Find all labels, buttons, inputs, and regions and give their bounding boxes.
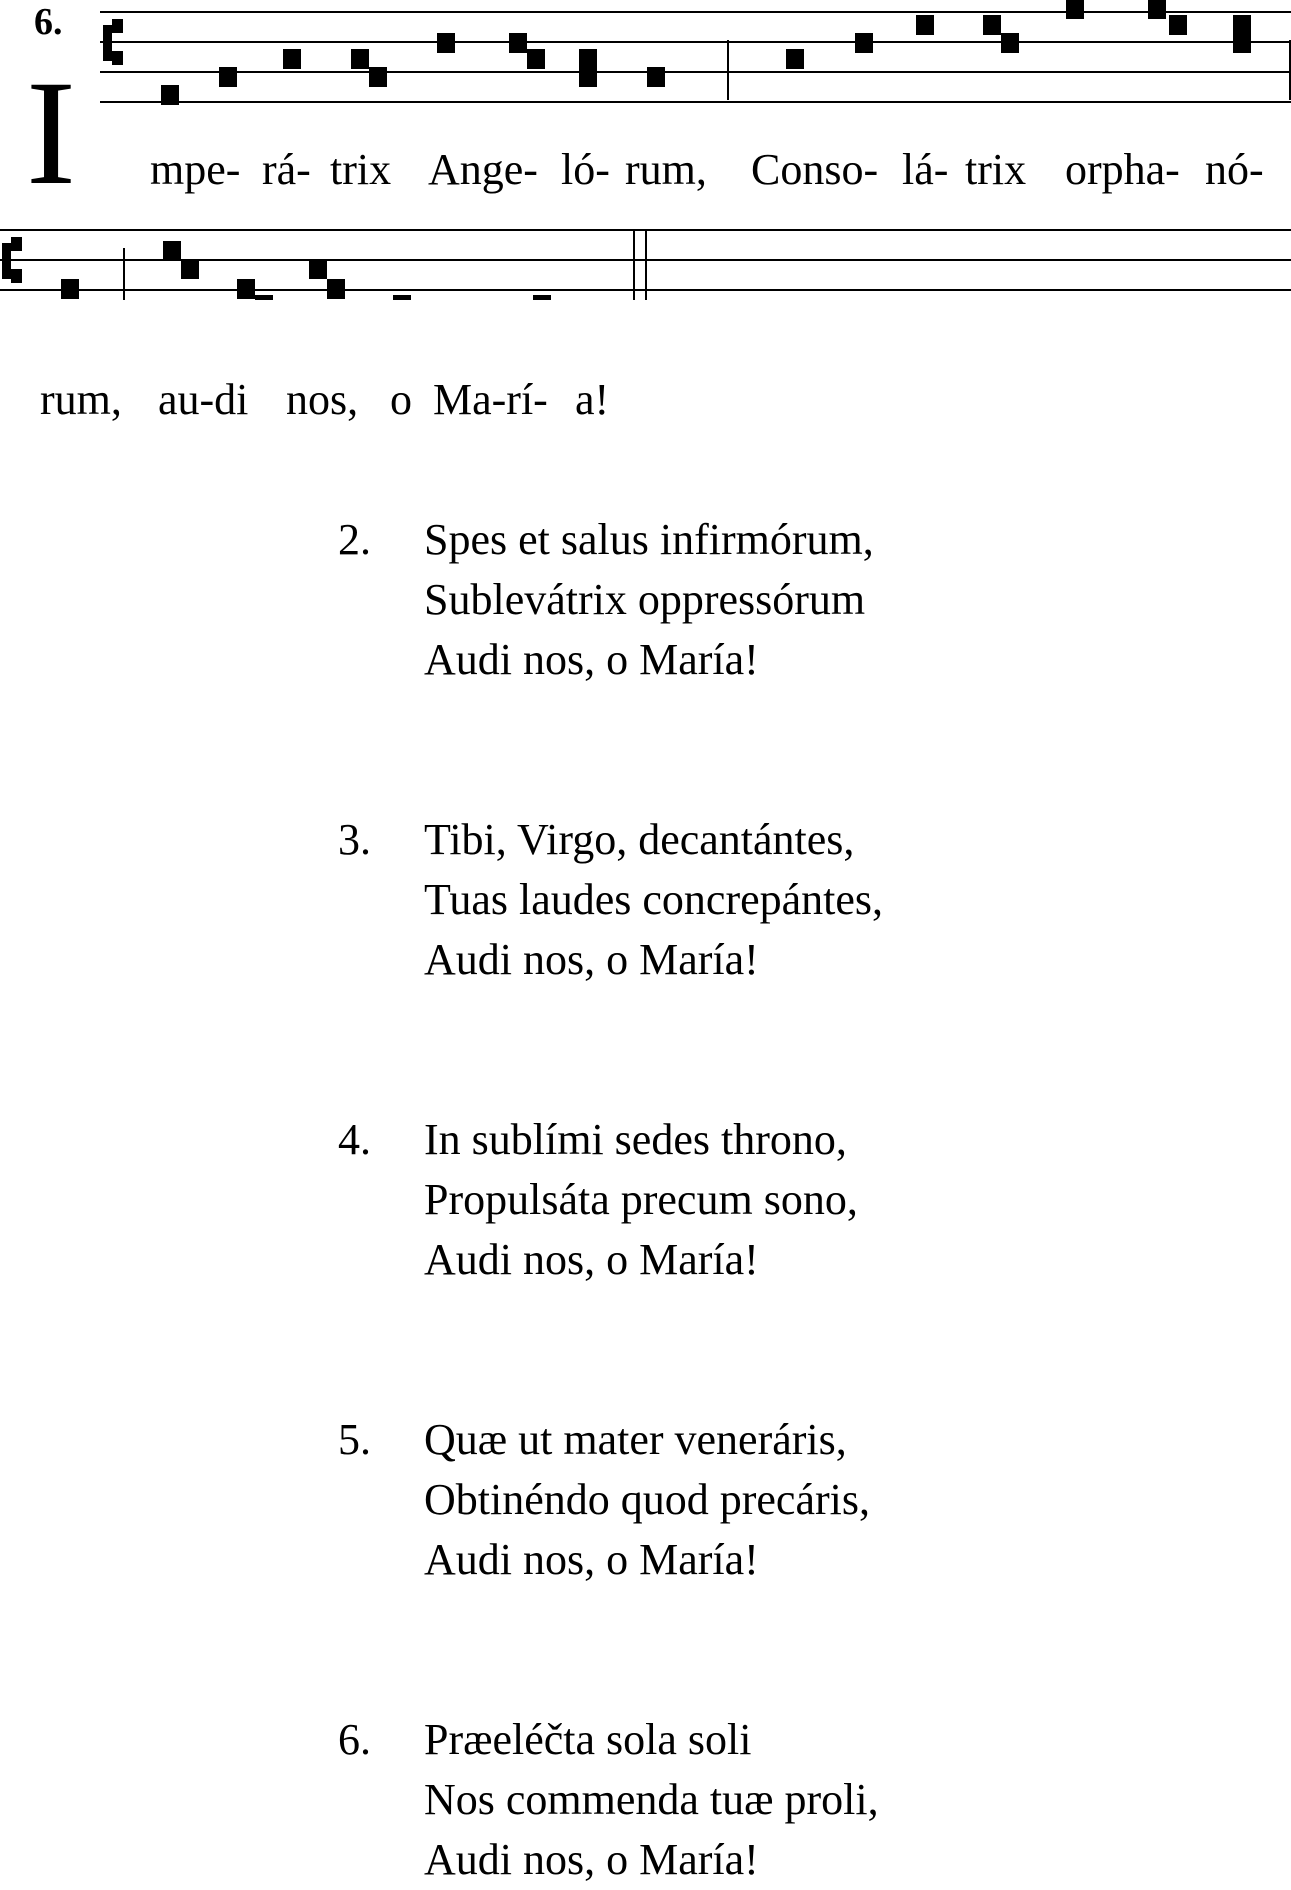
verse-number: 5.	[338, 1415, 371, 1464]
neume-note	[916, 15, 934, 35]
syllable: Ma-rí-	[433, 375, 548, 424]
verse-line: In sublími sedes throno,	[424, 1115, 847, 1164]
neume-note	[351, 49, 369, 69]
clef-sign	[11, 237, 22, 251]
verse-text	[424, 1710, 879, 1890]
verse-text	[424, 810, 883, 990]
neume-note	[1233, 33, 1251, 53]
neume-note	[161, 85, 179, 105]
clef-sign	[2, 243, 11, 279]
syllable: trix	[330, 145, 392, 194]
syllable: Ange-	[428, 145, 538, 194]
drop-cap-initial: I	[26, 50, 76, 216]
verse-number: 4.	[338, 1115, 371, 1164]
verse-line: Audi nos, o María!	[424, 1535, 759, 1584]
neume-note	[369, 67, 387, 87]
syllable: nos,	[286, 375, 359, 424]
syllable: trix	[965, 145, 1027, 194]
neume-note	[855, 33, 873, 53]
syllable: o	[390, 375, 412, 424]
verse-line: Tuas laudes concrepántes,	[424, 875, 884, 924]
verse-line: Audi nos, o María!	[424, 1835, 759, 1884]
syllable: rá-	[262, 145, 311, 194]
neume-note	[393, 295, 411, 300]
verse-line: Audi nos, o María!	[424, 635, 759, 684]
verse-line: Præeléčta sola soli	[424, 1715, 752, 1764]
neume-note	[1148, 0, 1166, 19]
neume-note	[579, 49, 597, 69]
verse-line: Audi nos, o María!	[424, 935, 759, 984]
neume-note	[61, 279, 79, 299]
verse-line: Audi nos, o María!	[424, 1235, 759, 1284]
neume-note	[509, 33, 527, 53]
verse-line: Propulsáta precum sono,	[424, 1175, 858, 1224]
clef-sign	[103, 25, 112, 61]
clef-sign	[11, 269, 22, 283]
clef-sign	[112, 51, 123, 65]
syllable: orpha-	[1065, 145, 1180, 194]
neume-note	[309, 259, 327, 279]
neume-note	[786, 49, 804, 69]
staff-1	[100, 0, 1291, 105]
neume-note	[1169, 15, 1187, 35]
verse-line: Nos commenda tuæ proli,	[424, 1775, 879, 1824]
syllable: rum,	[625, 145, 707, 194]
syllable: nó-	[1205, 145, 1264, 194]
neume-note	[237, 279, 255, 299]
neume-note	[255, 295, 273, 300]
neume-note	[1001, 33, 1019, 53]
syllable: au-di	[158, 375, 249, 424]
neume-note	[983, 15, 1001, 35]
verse-line: Sublevátrix oppressórum	[424, 575, 866, 624]
verse-text	[424, 510, 874, 690]
syllable: Conso-	[751, 145, 879, 194]
neume-note	[1066, 0, 1084, 19]
verse-text	[424, 1110, 858, 1290]
syllable: ló-	[561, 145, 610, 194]
verse-line: Quæ ut mater veneráris,	[424, 1415, 847, 1464]
neume-note	[219, 67, 237, 87]
neume-note	[579, 67, 597, 87]
neume-note	[327, 279, 345, 299]
clef-sign	[112, 19, 123, 33]
neume-note	[527, 49, 545, 69]
neume-note	[181, 259, 199, 279]
verse-number: 2.	[338, 515, 371, 564]
syllable: mpe-	[150, 145, 241, 194]
verse-number: 3.	[338, 815, 371, 864]
syllable: lá-	[902, 145, 949, 194]
staff-2	[0, 230, 1291, 300]
syllable: rum,	[40, 375, 122, 424]
verse-line: Spes et salus infirmórum,	[424, 515, 874, 564]
neume-note	[163, 241, 181, 261]
neume-note	[533, 295, 551, 300]
verse-line: Tibi, Virgo, decantántes,	[424, 815, 855, 864]
verse-number: 6.	[338, 1715, 371, 1764]
hymn-number: 6.	[34, 1, 63, 43]
neume-note	[283, 49, 301, 69]
syllable: a!	[575, 375, 610, 424]
verse-text	[424, 1410, 870, 1590]
neume-note	[1233, 15, 1251, 35]
verse-line: Obtinéndo quod precáris,	[424, 1475, 870, 1524]
neume-note	[647, 67, 665, 87]
neume-note	[437, 33, 455, 53]
